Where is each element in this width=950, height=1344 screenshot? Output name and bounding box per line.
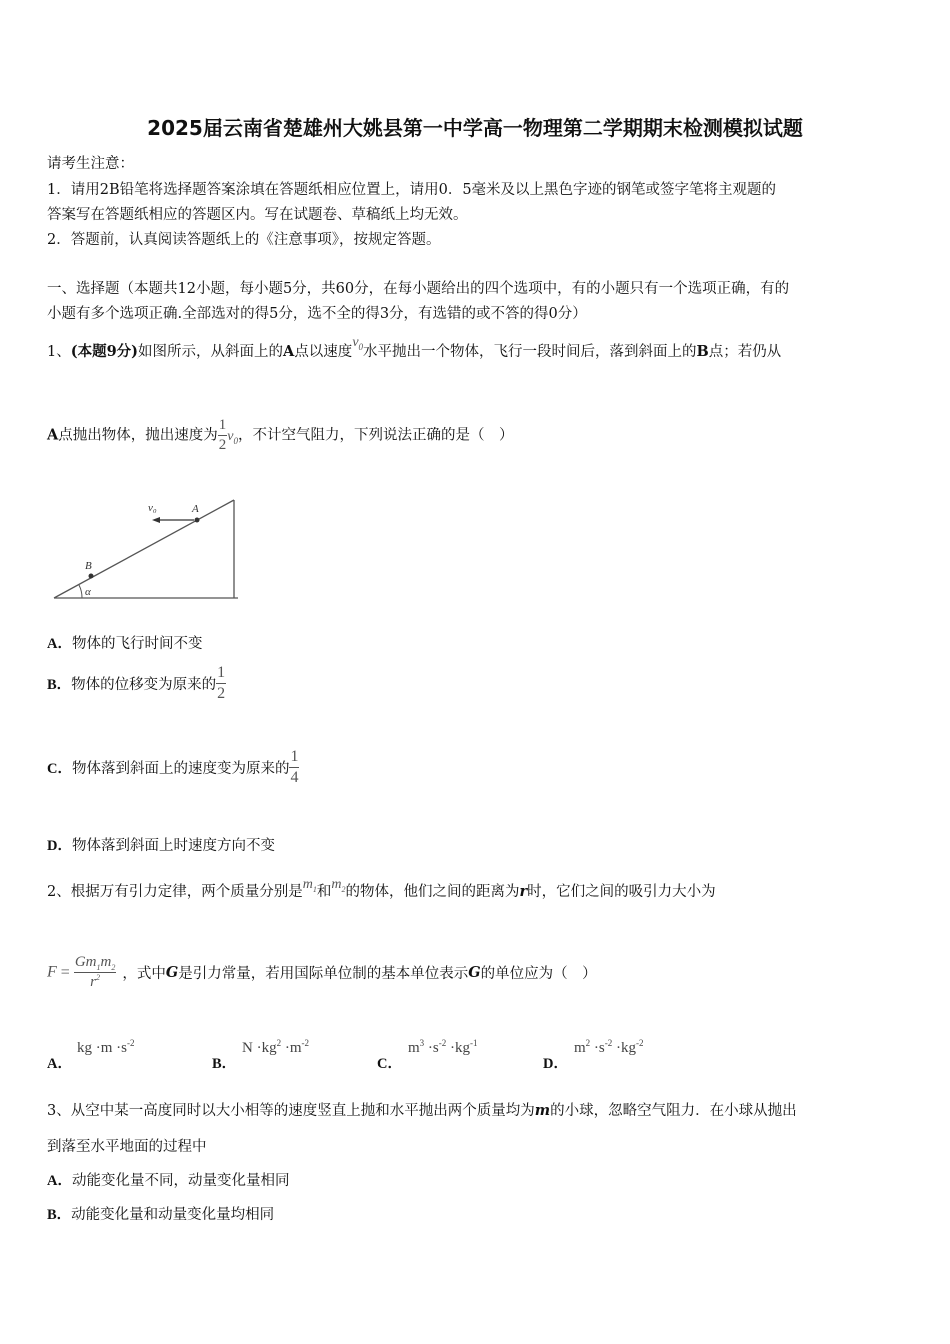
q1-text-a: 如图所示，从斜面上的 [138,344,284,360]
q1-text-b: 点以速度 [294,344,353,360]
page-title: 2025届云南省楚雄州大姚县第一中学高一物理第二学期期末检测模拟试题 [147,116,803,140]
q2-option-d-unit: $m^2 \cdot s^{-2} \cdot kg^{-2}$ [574,1038,644,1056]
q2-mass-2: $m_2$ [331,877,346,894]
q1-option-a-label: A． [47,636,72,652]
label-alpha: α [85,586,91,598]
q2-and: 和 [316,884,332,900]
q2-option-a-unit: kg $\cdot m \cdot s^{-2}$ [77,1038,135,1056]
gravitation-formula: $\frac{Gm_1m_2}{r^2}$ [74,954,116,990]
q1-point-b: B [696,343,709,360]
q1-option-c-text: 物体落到斜面上的速度变为原来的 [71,761,290,777]
q1-option-c-fraction: $\frac{1}{4}$ [290,748,299,786]
label-a: A [192,503,199,515]
notice-line-1b: 答案写在答题纸相应的答题区内。写在试题卷、草稿纸上均无效。 [47,207,468,223]
q3-stem-line-2: 到落至水平地面的过程中 [47,1139,207,1155]
q1-point-a-2: A [47,426,59,444]
q2-mass-1: $m_1$ [302,877,317,894]
q3-option-b[interactable] [47,1203,274,1224]
label-b: B [85,560,92,572]
incline-slope-line [54,500,234,598]
q3-option-a-label: A． [47,1173,72,1189]
q2-text-a: 2、根据万有引力定律，两个质量分别是 [47,884,303,900]
q2-text-d: ，式中 [122,966,166,982]
section-heading-line-2: 小题有多个选项正确.全部选对的得5分，选不全的得3分，有选错的或不答的得0分） [47,306,587,322]
q1-option-d-label: D． [47,838,72,854]
q3-option-b-label: B． [47,1207,72,1223]
q1-text-question: ，不计空气阻力，下列说法正确的是（ ） [237,427,514,444]
q1-option-c[interactable] [47,749,299,786]
q1-option-c-label: C． [47,761,72,777]
q1-score: (本题9分) [70,343,139,360]
q2-option-d-label: D． [543,1056,568,1072]
q2-option-c-unit: $m^3 \cdot s^{-2} \cdot kg^{-1}$ [408,1038,478,1056]
q1-half-fraction: $\frac{1}{2}$ [218,417,227,453]
q1-option-a[interactable] [47,632,202,653]
q2-text-f: 的单位应为（ ） [480,966,597,982]
q1-number: 1、 [47,344,71,360]
q1-option-b-fraction: $\frac{1}{2}$ [217,664,226,702]
notice-heading: 请考生注意： [47,156,134,172]
q2-text-b: 的物体，他们之间的距离为 [345,884,520,900]
q1-option-b-label: B． [47,677,72,693]
q1-velocity: $v_0$ [352,335,364,352]
q3-option-a-text: 动能变化量不同，动量变化量相同 [71,1173,290,1189]
q3-text-b: 的小球，忽略空气阻力．在小球从抛出 [550,1103,797,1119]
q1-text-speed: 点抛出物体，抛出速度为 [58,427,218,444]
q3-stem-line-1 [47,1099,797,1120]
q2-text-c: 时，它们之间的吸引力大小为 [527,884,716,900]
q1-option-d[interactable] [47,834,275,855]
q2-g: G [165,964,179,981]
v0-label: v₀ [148,502,157,514]
formula-lhs: F [47,963,57,981]
q2-stem-line-2 [47,955,597,990]
q1-option-a-text: 物体的飞行时间不变 [71,636,203,652]
q1-velocity-2: $v_0$ [227,428,238,446]
q2-option-c-label: C． [377,1056,402,1072]
point-a-dot [195,518,200,523]
q2-distance-r: r [519,883,528,900]
q1-option-d-text: 物体落到斜面上时速度方向不变 [71,838,275,854]
q2-stem-line-1 [47,877,716,901]
q2-text-e: 是引力常量，若用国际单位制的基本单位表示 [178,966,469,982]
q3-option-b-text: 动能变化量和动量变化量均相同 [71,1207,275,1223]
angle-arc [79,585,82,598]
q3-text-a: 3、从空中某一高度同时以大小相等的速度竖直上抛和水平抛出两个质量均为 [47,1103,535,1119]
incline-figure [48,495,243,605]
q2-g-2: G [468,964,481,981]
q1-text-c: 水平抛出一个物体，飞行一段时间后，落到斜面上的 [363,344,697,360]
q1-stem-line-1 [47,335,782,361]
notice-line-1a: 1．请用2B铅笔将选择题答案涂填在答题纸相应位置上，请用0．5毫米及以上黑色字迹的钢笔或签字笔将主观题的 [47,182,777,198]
q2-option-a-label: A． [47,1056,72,1072]
velocity-arrow-head [152,517,160,523]
q1-option-b[interactable] [47,665,226,702]
q2-option-b-unit: $N \cdot kg^2 \cdot m^{-2}$ [242,1038,310,1056]
formula-equals: = [60,963,70,981]
point-b-dot [89,574,94,579]
q1-point-a: A [283,343,295,360]
q1-stem-line-2 [47,418,513,453]
section-heading-line-1: 一、选择题（本题共12小题，每小题5分，共60分，在每小题给出的四个选项中，有的小题只有一个选项正确，有的 [47,281,790,297]
q3-option-a[interactable] [47,1169,289,1190]
q2-option-b-label: B． [212,1056,237,1072]
notice-line-2: 2．答题前，认真阅读答题纸上的《注意事项》，按规定答题。 [47,232,441,248]
q3-mass-m: m [534,1102,551,1119]
q1-text-d: 点；若仍从 [708,344,782,360]
q1-option-b-text: 物体的位移变为原来的 [71,677,217,693]
